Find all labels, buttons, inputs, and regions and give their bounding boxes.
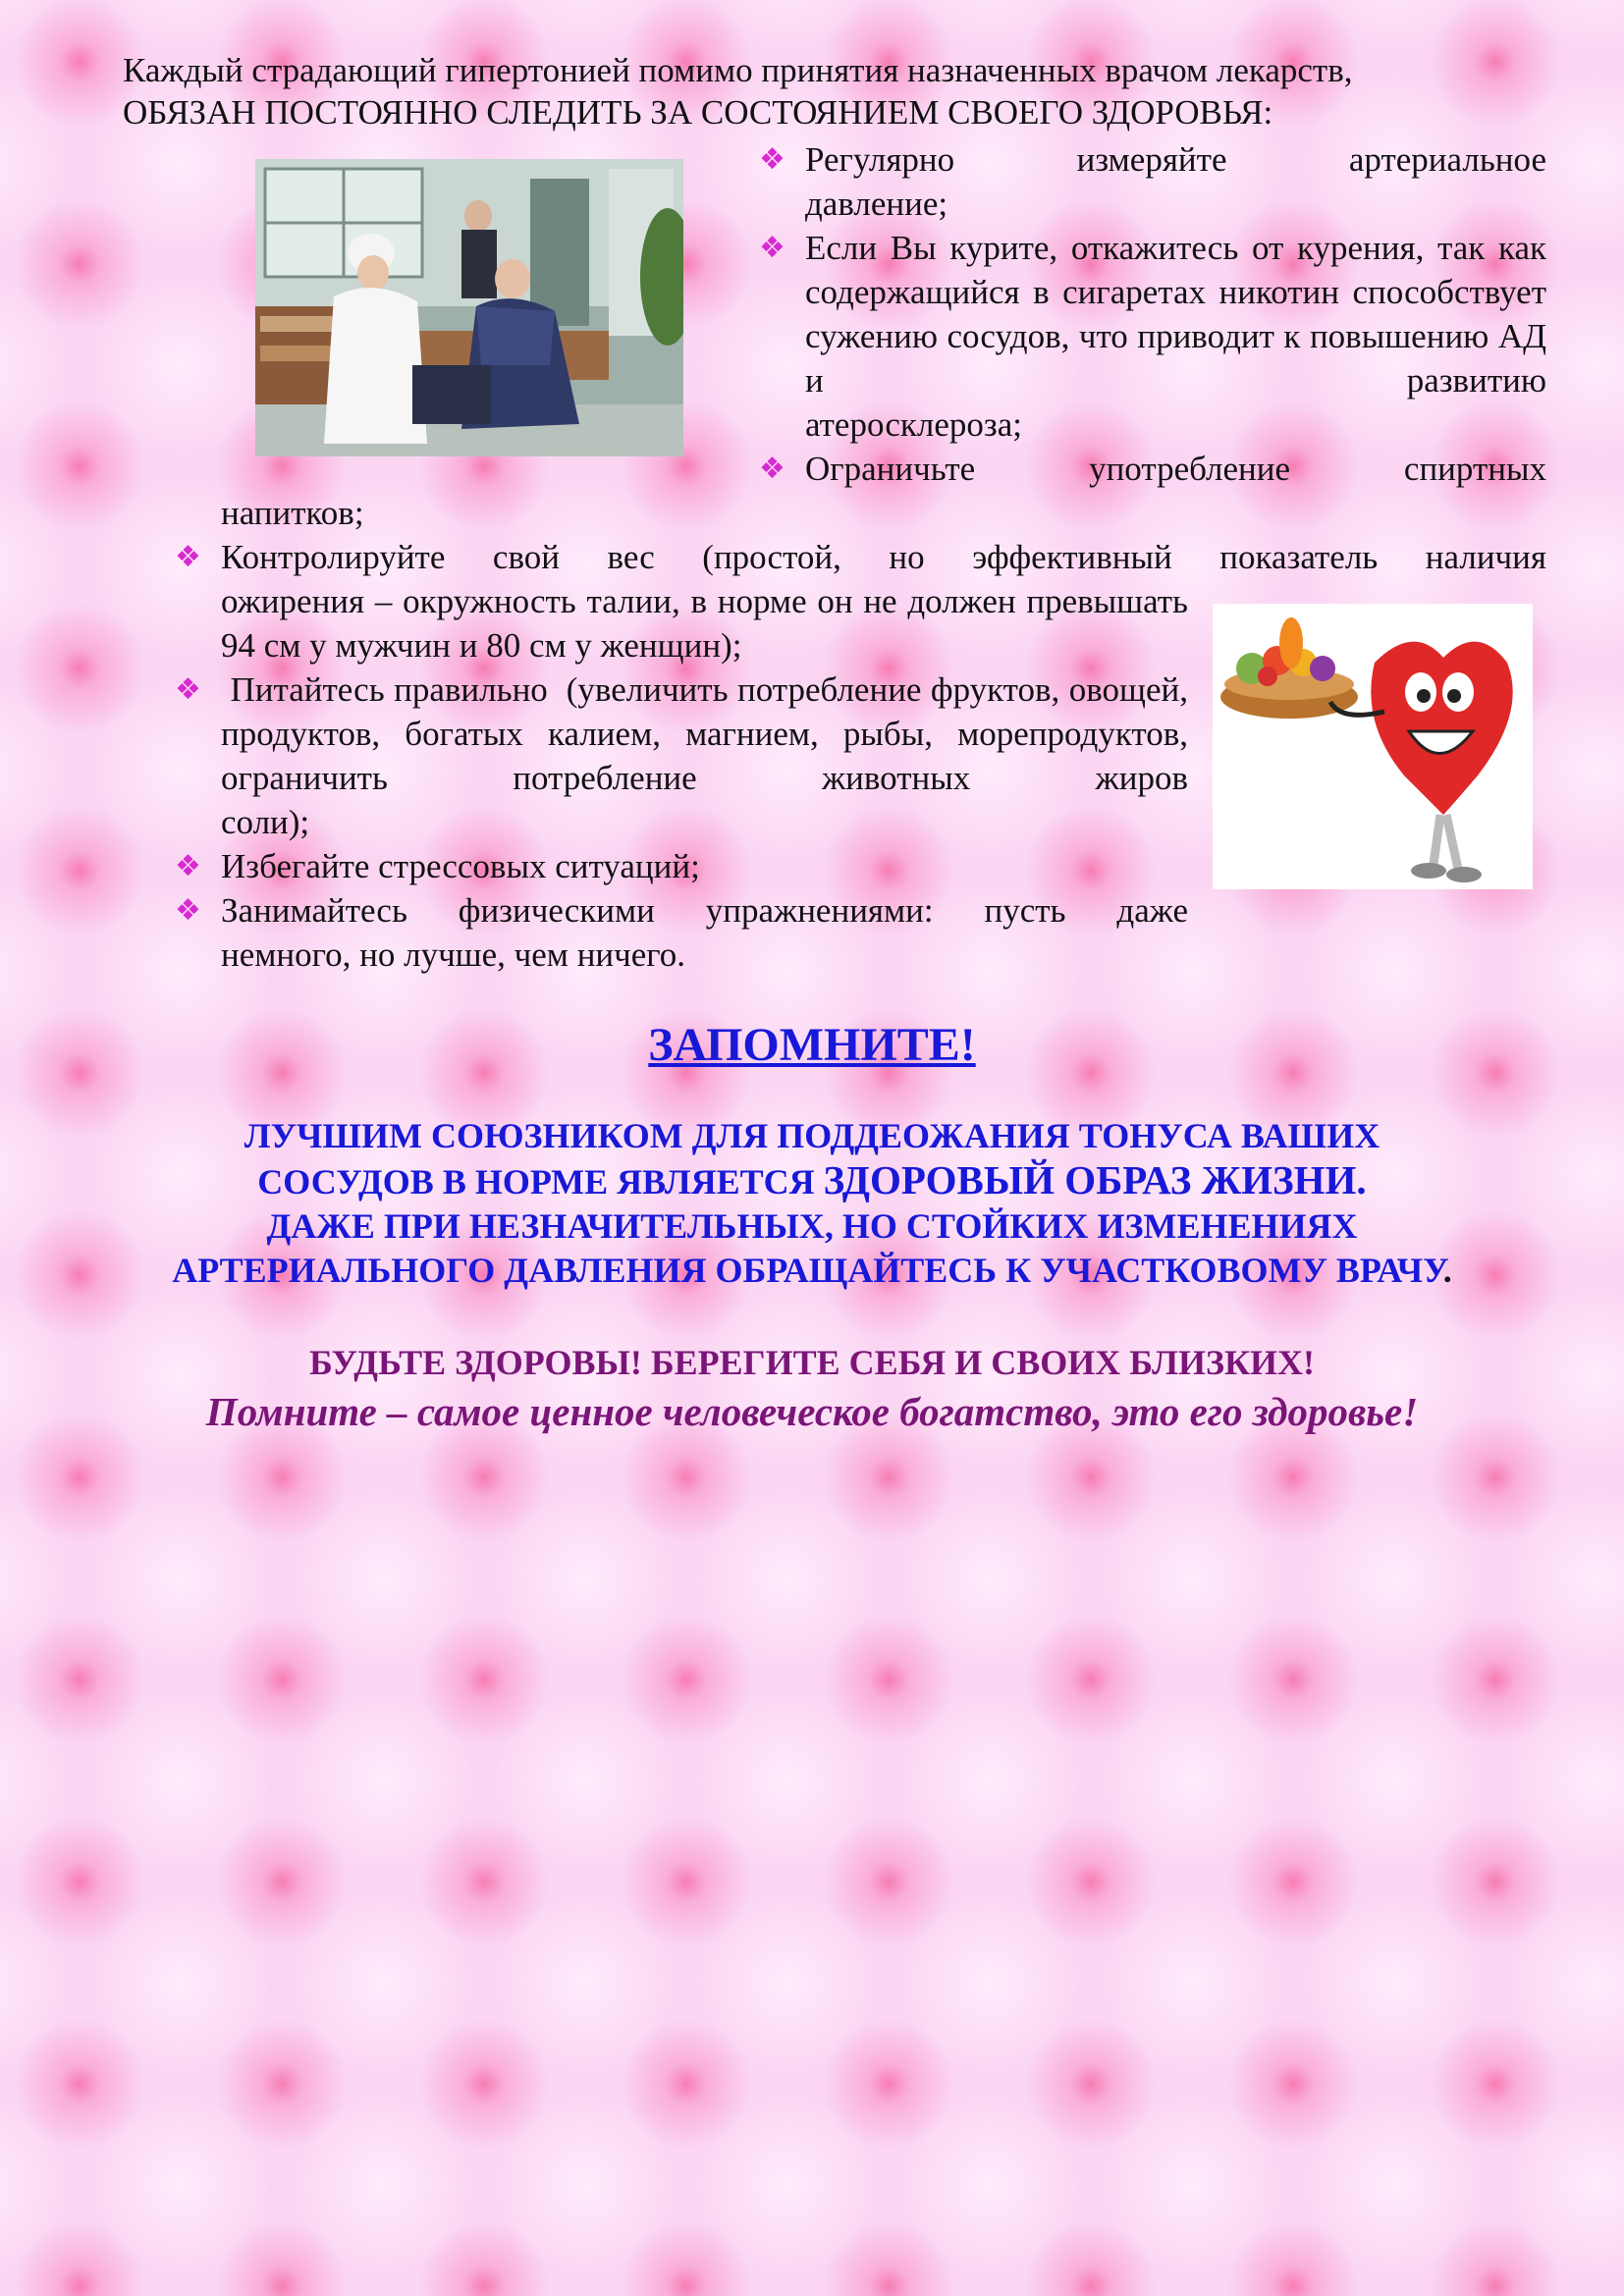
notice-line-3: ДАЖЕ ПРИ НЕЗНАЧИТЕЛЬНЫХ, НО СТОЙКИХ ИЗМЕНЕНИЯХ <box>266 1206 1358 1246</box>
list-item-limit-alcohol-continued <box>221 491 810 535</box>
list-item-limit-alcohol <box>805 447 1546 491</box>
list-item-control-weight-continued <box>221 579 1188 667</box>
bullet-diamond-icon: ❖ <box>175 672 201 707</box>
notice-line-2 <box>59 1158 1565 1204</box>
list-item-text: Питайтесь правильно (увеличить потребление фруктов, овощей, продуктов, богатых калием, магнием, рыбы, морепродуктов, ограничить потребление животных жиров <box>221 670 1197 797</box>
remember-heading: ЗАПОМНИТЕ! <box>648 1019 976 1071</box>
list-item-text-continued: ожирения – окружность талии, в норме он не должен превышать 94 см у мужчин и 80 см у женщин); <box>221 582 1188 665</box>
closing-motto: Помните – самое ценное человеческое богатство, это его здоровье! <box>205 1389 1419 1434</box>
notice-line-4 <box>59 1249 1565 1293</box>
clinic-photo <box>255 159 683 456</box>
list-item-text-continued: соли); <box>221 803 310 841</box>
bullet-diamond-icon: ❖ <box>175 893 201 928</box>
list-item-text: Контролируйте свой вес (простой, но эффективный показатель наличия <box>221 538 1546 576</box>
notice-line-1: ЛУЧШИМ СОЮЗНИКОМ ДЛЯ ПОДДЕОЖАНИЯ ТОНУСА ВАШИХ <box>244 1116 1380 1155</box>
healthy-lifestyle-notice <box>59 1114 1565 1293</box>
list-item-text: Если Вы курите, откажитесь от курения, так как содержащийся в сигаретах никотин способствует сужению сосудов, что приводит к повышению АД и развитию <box>805 229 1546 400</box>
bullet-diamond-icon: ❖ <box>175 849 201 883</box>
list-item-text: Ограничьте употребление спиртных <box>805 450 1546 488</box>
closing-wish: БУДЬТЕ ЗДОРОВЫ! БЕРЕГИТЕ СЕБЯ И СВОИХ БЛИЗКИХ! <box>308 1343 1316 1382</box>
intro-line-1: Каждый страдающий гипертонией помимо принятия назначенных врачом лекарств, <box>123 51 1353 89</box>
list-item-text: Регулярно измеряйте артериальное <box>805 140 1546 179</box>
notice-line-4-text: АРТЕРИАЛЬНОГО ДАВЛЕНИЯ ОБРАЩАЙТЕСЬ К УЧАСТКОВОМУ ВРАЧУ <box>172 1251 1443 1290</box>
bullet-diamond-icon: ❖ <box>759 452 785 486</box>
list-item-text: Избегайте стрессовых ситуаций; <box>221 847 700 885</box>
list-item-text-continued: давление; <box>805 185 948 223</box>
intro-line-2: ОБЯЗАН ПОСТОЯННО СЛЕДИТЬ ЗА СОСТОЯНИЕМ СВОЕГО ЗДОРОВЬЯ: <box>123 93 1273 132</box>
list-item-quit-smoking <box>805 226 1546 447</box>
list-item-text-continued: напитков; <box>221 494 364 532</box>
intro-paragraph <box>123 49 1546 133</box>
notice-line-2-emphasis: ЗДОРОВЫЙ ОБРАЗ ЖИЗНИ. <box>823 1157 1367 1202</box>
notice-line-2-start: СОСУДОВ В НОРМЕ ЯВЛЯЕТСЯ <box>257 1162 824 1201</box>
list-item-eat-properly <box>221 667 1197 844</box>
list-item-avoid-stress <box>221 844 1188 888</box>
notice-line-4-period: . <box>1442 1251 1452 1290</box>
list-item-control-weight <box>221 535 1546 579</box>
list-item-measure-pressure <box>805 137 1546 226</box>
bullet-diamond-icon: ❖ <box>175 540 201 574</box>
list-item-text-continued: немного, но лучше, чем ничего. <box>221 935 686 974</box>
bullet-diamond-icon: ❖ <box>759 142 785 177</box>
list-item-exercise <box>221 888 1188 977</box>
list-item-text: Занимайтесь физическими упражнениями: пусть даже <box>221 891 1188 930</box>
heart-mascot-image <box>1213 604 1533 889</box>
list-item-text-continued: атеросклероза; <box>805 405 1022 444</box>
bullet-diamond-icon: ❖ <box>759 231 785 265</box>
